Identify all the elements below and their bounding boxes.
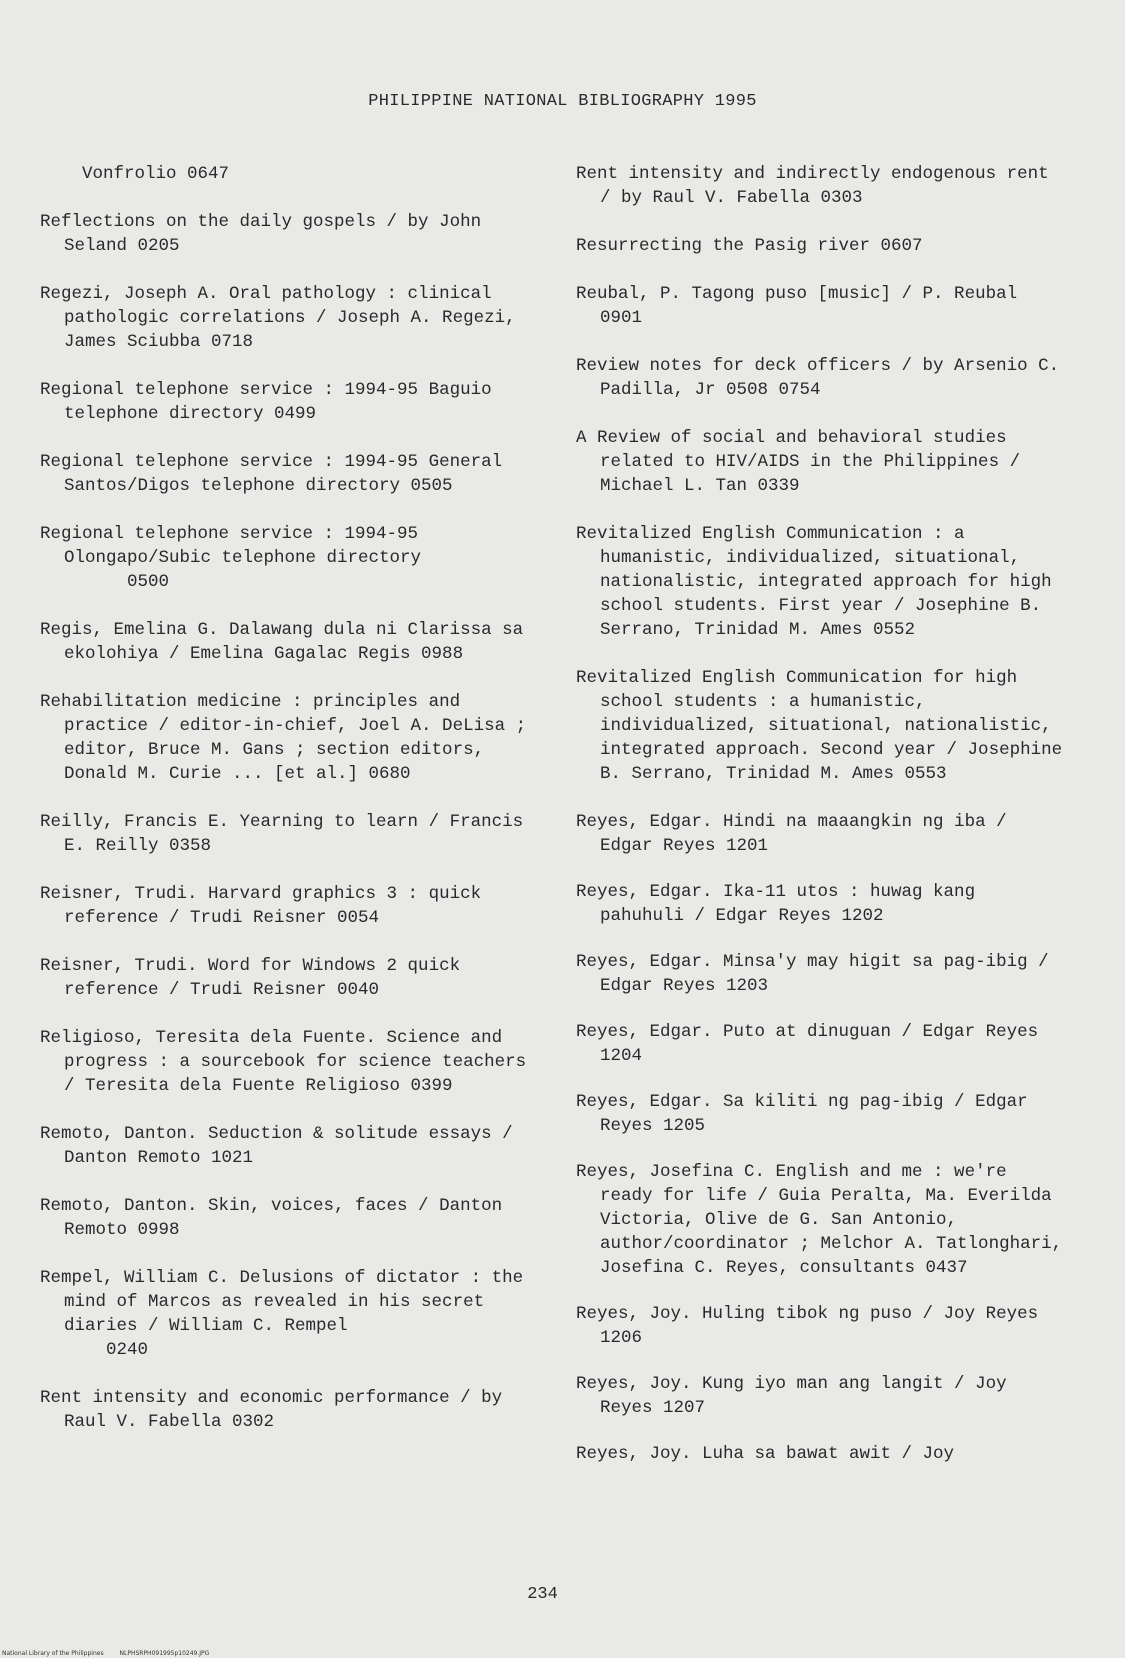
list-item: Reyes, Edgar. Hindi na maaangkin ng iba / Edgar Reyes 1201 xyxy=(576,812,1018,856)
list-item: Reyes, Edgar. Puto at dinuguan / Edgar Reyes 1204 xyxy=(576,1022,1049,1066)
list-item: Religioso, Teresita dela Fuente. Science and progress : a sourcebook for science teachers / Teresita dela Fuente Religioso 0399 xyxy=(40,1028,537,1096)
list-item: Reisner, Trudi. Harvard graphics 3 : quick reference / Trudi Reisner 0054 xyxy=(40,884,492,928)
left-column xyxy=(40,162,537,1458)
list-item: Regezi, Joseph A. Oral pathology : clinical pathologic correlations / Joseph A. Regezi, James Sciubba 0718 xyxy=(40,284,527,352)
scan-footer xyxy=(2,1650,223,1657)
list-item: Remoto, Danton. Seduction & solitude essays / Danton Remoto 1021 xyxy=(40,1124,524,1168)
list-item: Reyes, Joy. Huling tibok ng puso / Joy Reyes 1206 xyxy=(576,1304,1049,1348)
list-item: Resurrecting the Pasig river 0607 xyxy=(576,236,923,256)
list-item: Rempel, William C. Delusions of dictator : the mind of Marcos as revealed in his secret diaries / William C. Rempel 0240 xyxy=(40,1268,524,1360)
list-item: Reyes, Edgar. Ika-11 utos : huwag kang pahuhuli / Edgar Reyes 1202 xyxy=(576,882,986,926)
list-item: Regional telephone service : 1994-95 Olongapo/Subic telephone directory 0500 xyxy=(40,524,422,592)
list-item: Regional telephone service : 1994-95 Baguio telephone directory 0499 xyxy=(40,380,503,424)
list-item: Reilly, Francis E. Yearning to learn / Francis E. Reilly 0358 xyxy=(40,812,534,856)
list-item: Reyes, Edgar. Sa kiliti ng pag-ibig / Edgar Reyes 1205 xyxy=(576,1092,1039,1136)
list-item: Reyes, Edgar. Minsa'y may higit sa pag-ibig / Edgar Reyes 1203 xyxy=(576,952,1060,996)
right-column xyxy=(576,162,1073,1488)
list-item: Regional telephone service : 1994-95 General Santos/Digos telephone directory 0505 xyxy=(40,452,513,496)
list-item: Regis, Emelina G. Dalawang dula ni Clarissa sa ekolohiya / Emelina Gagalac Regis 0988 xyxy=(40,620,534,664)
list-item: Reflections on the daily gospels / by John Seland 0205 xyxy=(40,212,492,256)
list-item: Remoto, Danton. Skin, voices, faces / Danton Remoto 0998 xyxy=(40,1196,513,1240)
list-item: Reisner, Trudi. Word for Windows 2 quick reference / Trudi Reisner 0040 xyxy=(40,956,471,1000)
list-item: Reyes, Josefina C. English and me : we're ready for life / Guia Peralta, Ma. Everilda Victoria, Olive de G. San Antonio, author/coordinator ; Melchor A. Tatlonghari, Josefina C. Reyes, consultants 0437 xyxy=(576,1162,1073,1278)
list-item: Reubal, P. Tagong puso [music] / P. Reubal 0901 xyxy=(576,284,1028,328)
page-title: PHILIPPINE NATIONAL BIBLIOGRAPHY 1995 xyxy=(368,92,757,111)
footer-filename: NLPHSRPH091995p10249.JPG xyxy=(119,1650,210,1657)
list-item: Rehabilitation medicine : principles and practice / editor-in-chief, Joel A. DeLisa ; editor, Bruce M. Gans ; section editors, Donald M. Curie ... [et al.] 0680 xyxy=(40,692,537,784)
list-item: Rent intensity and indirectly endogenous rent / by Raul V. Fabella 0303 xyxy=(576,164,1060,208)
page-number: 234 xyxy=(527,1585,558,1604)
list-item: A Review of social and behavioral studies related to HIV/AIDS in the Philippines / Michael L. Tan 0339 xyxy=(576,428,1031,496)
list-item: Vonfrolio 0647 xyxy=(40,164,230,184)
list-item: Review notes for deck officers / by Arsenio C. Padilla, Jr 0508 0754 xyxy=(576,356,1070,400)
list-item: Reyes, Joy. Luha sa bawat awit / Joy xyxy=(576,1444,955,1464)
list-item: Revitalized English Communication : a humanistic, individualized, situational, nationalistic, integrated approach for high school students. First year / Josephine B. Serrano, Trinidad M. Ames 0552 xyxy=(576,524,1063,640)
list-item: Rent intensity and economic performance / by Raul V. Fabella 0302 xyxy=(40,1388,513,1432)
list-item: Reyes, Joy. Kung iyo man ang langit / Joy Reyes 1207 xyxy=(576,1374,1018,1418)
list-item: Revitalized English Communication for high school students : a humanistic, individualized, situational, nationalistic, integrated approach. Second year / Josephine B. Serrano, Trinidad M. Ames 0553 xyxy=(576,668,1073,784)
footer-library: National Library of the Philippines xyxy=(2,1650,104,1657)
